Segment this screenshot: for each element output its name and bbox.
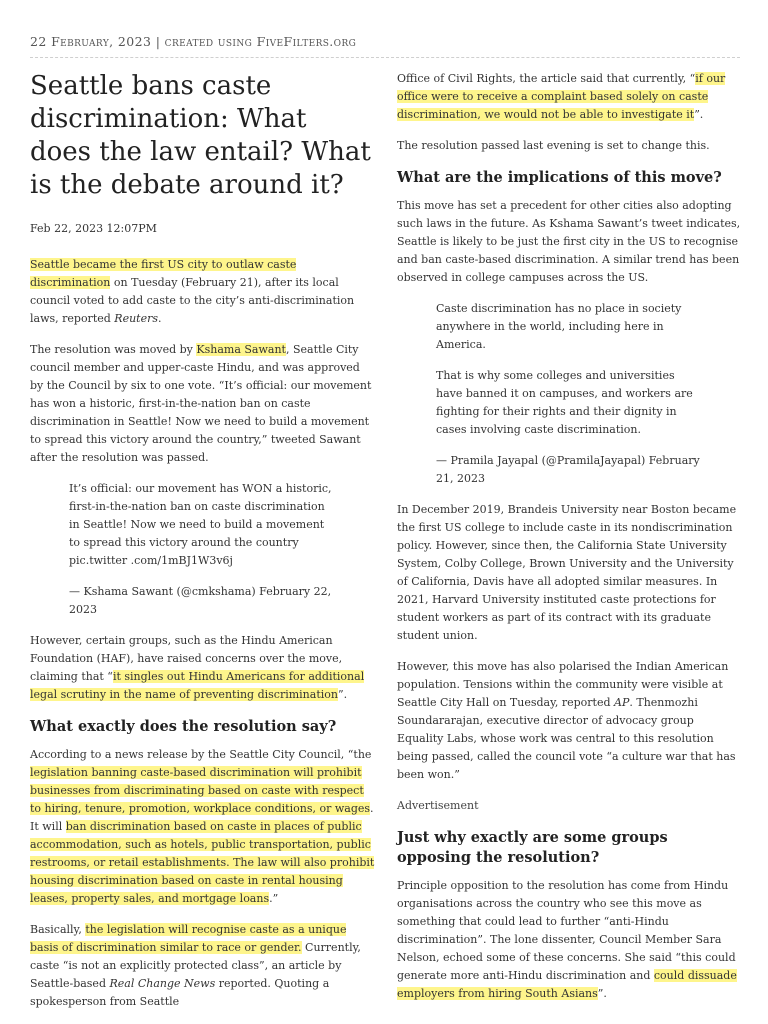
right-column	[397, 70, 742, 1016]
highlight: ban discrimination based on caste in places of public accommodation, such as hotels, public transportation, public restrooms, or retail establishments. The law will also prohibit housing discrimination based on caste in rental housing leases, property sales, and mortgage loans	[30, 820, 375, 905]
tweet-attribution: — Kshama Sawant (@cmkshama) February 22, 2023	[69, 585, 332, 616]
highlight: Seattle became the first US city to outlaw caste discrimination	[30, 258, 297, 289]
text-run: Basically,	[30, 923, 86, 936]
highlight: it singles out Hindu Americans for additional legal scrutiny in the name of preventing discrimination	[30, 670, 365, 701]
highlight: Kshama Sawant	[196, 343, 286, 356]
text-run: .	[158, 312, 162, 325]
tweet-text: Caste discrimination has no place in society anywhere in the world, including here in America.	[436, 302, 682, 351]
paragraph-civil-rights	[397, 70, 742, 124]
section-heading-implications: What are the implications of this move?	[397, 169, 722, 186]
article-title: Seattle bans caste discrimination: What does the law entail? What is the debate around it?	[30, 71, 371, 200]
header-divider	[30, 57, 740, 58]
article-meta: 22 February, 2023 | created using FiveFilters.org	[30, 34, 357, 49]
paragraph-precedent: This move has set a precedent for other cities also adopting such laws in the future. As Kshama Sawant’s tweet indicates, Seattle is likely to be just the first city in the US to recognise and ban caste-based discrimination. A similar trend has been observed in college campuses across the US.	[397, 199, 741, 284]
highlight: if our office were to receive a complaint based solely on caste discrimination, we would not be able to investigate it	[397, 72, 726, 121]
tweet-text: That is why some colleges and universities have banned it on campuses, and workers are fighting for their rights and their dignity in cases involving caste discrimination.	[436, 369, 693, 436]
paragraph-brandeis: In December 2019, Brandeis University near Boston became the first US college to include caste in its nondiscrimination policy. However, since then, the California State University System, Colby College, Brown University and the University of California, Davis have all adopted similar measures. In 2021, Harvard University instituted caste protections for student workers as part of its contract with its graduate student union.	[397, 503, 737, 642]
text-run: The resolution was moved by	[30, 343, 197, 356]
text-run: However, certain groups, such as the Hindu American Foundation (HAF), have raised concerns over the move, claiming that “	[30, 634, 343, 683]
text-run: Principle opposition to the resolution has come from Hindu organisations across the country who see this move as something that could lead to further “anti-Hindu discrimination”. The lone dissenter, Council Member Sara Nelson, echoed some of these concerns. She said “this could generate more anti-Hindu discrimination and	[397, 879, 736, 982]
paragraph-polarised	[397, 658, 742, 784]
highlight: legislation banning caste-based discrimination will prohibit businesses from discriminating based on caste with respect to hiring, tenure, promotion, workplace conditions, or wages	[30, 766, 371, 815]
text-run: , Seattle City council member and upper-caste Hindu, and was approved by the Council by six to one vote. “It’s official: our movement has won a historic, first-in-the-nation ban on caste discrimination in Seattle! Now we need to build a movement to spread this victory around the country,” tweeted Sawant after the resolution was passed.	[30, 343, 372, 464]
highlight: could dissuade employers from hiring South Asians	[397, 969, 737, 1000]
embedded-tweet-sawant	[30, 480, 375, 619]
text-run: on Tuesday (February 21), after its local council voted to add caste to the city’s anti-discrimination laws, reported	[30, 276, 355, 325]
paragraph-news-release	[30, 746, 375, 908]
source-name: AP	[614, 696, 630, 709]
paragraph-concerns	[30, 632, 375, 704]
paragraph-resolution-mover	[30, 341, 375, 467]
text-run: . Thenmozhi Soundararajan, executive director of advocacy group Equality Labs, whose work was central to this resolution being passed, called the council vote “a culture war that has been won.”	[397, 696, 736, 781]
text-run: According to a news release by the Seattle City Council, “the	[30, 748, 372, 761]
highlight: the legislation will recognise caste as a unique basis of discrimination similar to race or gender.	[30, 923, 347, 954]
text-run: ”.	[337, 688, 348, 701]
section-heading-resolution: What exactly does the resolution say?	[30, 718, 337, 735]
text-run: ”.	[694, 108, 704, 121]
paragraph-basically	[30, 921, 375, 1011]
paragraph-intro	[30, 256, 375, 328]
text-run: . It will	[30, 802, 374, 833]
tweet-attribution: — Pramila Jayapal (@PramilaJayapal) February 21, 2023	[436, 454, 700, 485]
left-column	[30, 70, 375, 1024]
section-heading-opposing: Just why exactly are some groups opposing the resolution?	[397, 829, 668, 866]
embedded-tweet-jayapal	[397, 300, 742, 488]
text-run: ”.	[597, 987, 607, 1000]
text-run: reported. Quoting a spokesperson from Seattle	[30, 977, 330, 1008]
source-name: Real Change News	[109, 977, 216, 990]
text-run: However, this move has also polarised the Indian American population. Tensions within the community were visible at Seattle City Hall on Tuesday, reported	[397, 660, 729, 709]
text-run: Currently, caste “is not an explicitly protected class”, an article by Seattle-based	[30, 941, 361, 990]
paragraph-opposition	[397, 877, 742, 1003]
source-name: Reuters	[114, 312, 159, 325]
tweet-text: It’s official: our movement has WON a historic, first-in-the-nation ban on caste discrimination in Seattle! Now we need to build a movement to spread this victory around the country pic.twitter .com/1mBJ1W3v6j	[69, 482, 332, 567]
text-run: Office of Civil Rights, the article said that currently, “	[397, 72, 696, 85]
article-dateline: Feb 22, 2023 12:07PM	[30, 222, 157, 235]
text-run: .”	[269, 892, 279, 905]
paragraph-change: The resolution passed last evening is set to change this.	[397, 139, 710, 152]
advertisement-label: Advertisement	[397, 799, 479, 812]
